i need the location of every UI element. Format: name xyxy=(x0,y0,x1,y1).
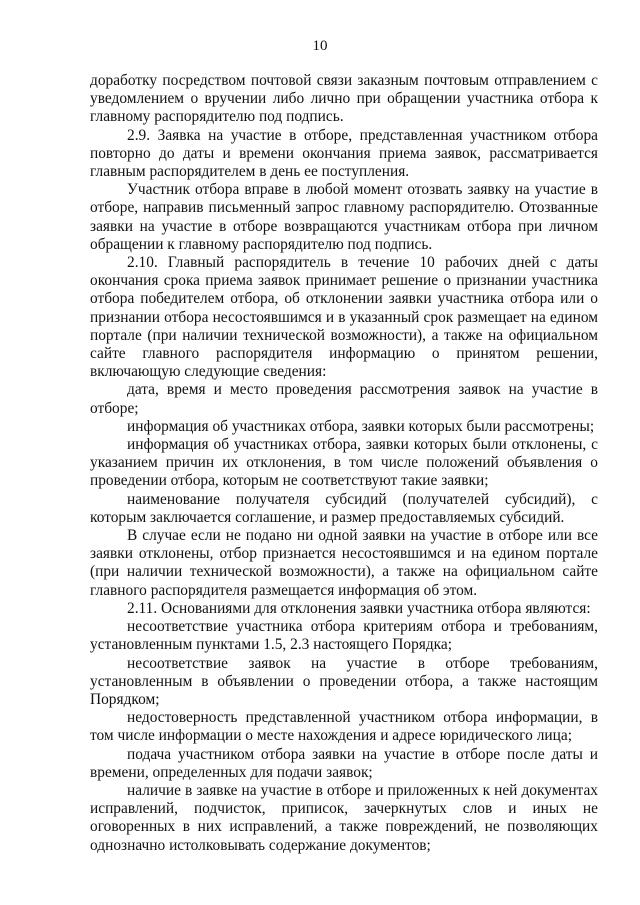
paragraph: 2.9. Заявка на участие в отборе, представленная участником отбора повторно до даты и времени окончания приема заявок, рассматривается главным распорядителем в день ее поступления. xyxy=(90,126,598,181)
paragraph: подача участником отбора заявки на участие в отборе после даты и времени, определенных для подачи заявок; xyxy=(90,745,598,781)
paragraph: несоответствие участника отбора критериям отбора и требованиям, установленным пунктами 1.5, 2.3 настоящего Порядка; xyxy=(90,618,598,654)
paragraph: доработку посредством почтовой связи заказным почтовым отправлением с уведомлением о вручении либо лично при обращении участника отбора к главному распорядителю под подпись. xyxy=(90,72,598,126)
paragraph: недостоверность представленной участником отбора информации, в том числе информации о месте нахождения и адресе юридического лица; xyxy=(90,709,598,745)
paragraph: несоответствие заявок на участие в отборе требованиям, установленным в объявлении о проведении отбора, а также настоящим Порядком; xyxy=(90,654,598,708)
document-body xyxy=(90,72,598,855)
page-number: 10 xyxy=(312,38,328,54)
paragraph: 2.10. Главный распорядитель в течение 10 рабочих дней с даты окончания срока приема заявок принимает решение о признании участника отбора победителем отбора, об отклонении заявки участника отбора или о признании отбора несостоявшимся и в указанный срок размещает на едином портале (при наличии технической возможности), а также на официальном сайте главного распорядителя информацию о принятом решении, включающую следующие сведения: xyxy=(90,254,598,381)
paragraph: 2.11. Основаниями для отклонения заявки участника отбора являются: xyxy=(127,599,591,617)
paragraph: В случае если не подано ни одной заявки на участие в отборе или все заявки отклонены, отбор признается несостоявшимся и на едином портале (при наличии технической возможности), а также на официальном сайте главного распорядителя размещается информация об этом. xyxy=(90,527,598,599)
paragraph: информация об участниках отбора, заявки которых были рассмотрены; xyxy=(127,417,595,435)
paragraph: наличие в заявке на участие в отборе и приложенных к ней документах исправлений, подчисток, приписок, зачеркнутых слов и иных не оговоренных в них исправлений, а также повреждений, не позволяющих однозначно истолковывать содержание документов; xyxy=(90,781,598,854)
paragraph: наименование получателя субсидий (получателей субсидий), с которым заключается соглашение, и размер предоставляемых субсидий. xyxy=(90,490,598,526)
paragraph: дата, время и место проведения рассмотрения заявок на участие в отборе; xyxy=(90,381,598,417)
paragraph: Участник отбора вправе в любой момент отозвать заявку на участие в отборе, направив письменный запрос главному распорядителю. Отозванные заявки на участие в отборе возвращаются участникам отбора при личном обращении к главному распорядителю под подпись. xyxy=(90,181,598,253)
paragraph: информация об участниках отбора, заявки которых были отклонены, с указанием причин их отклонения, в том числе положений объявления о проведении отбора, которым не соответствуют такие заявки; xyxy=(90,436,598,490)
